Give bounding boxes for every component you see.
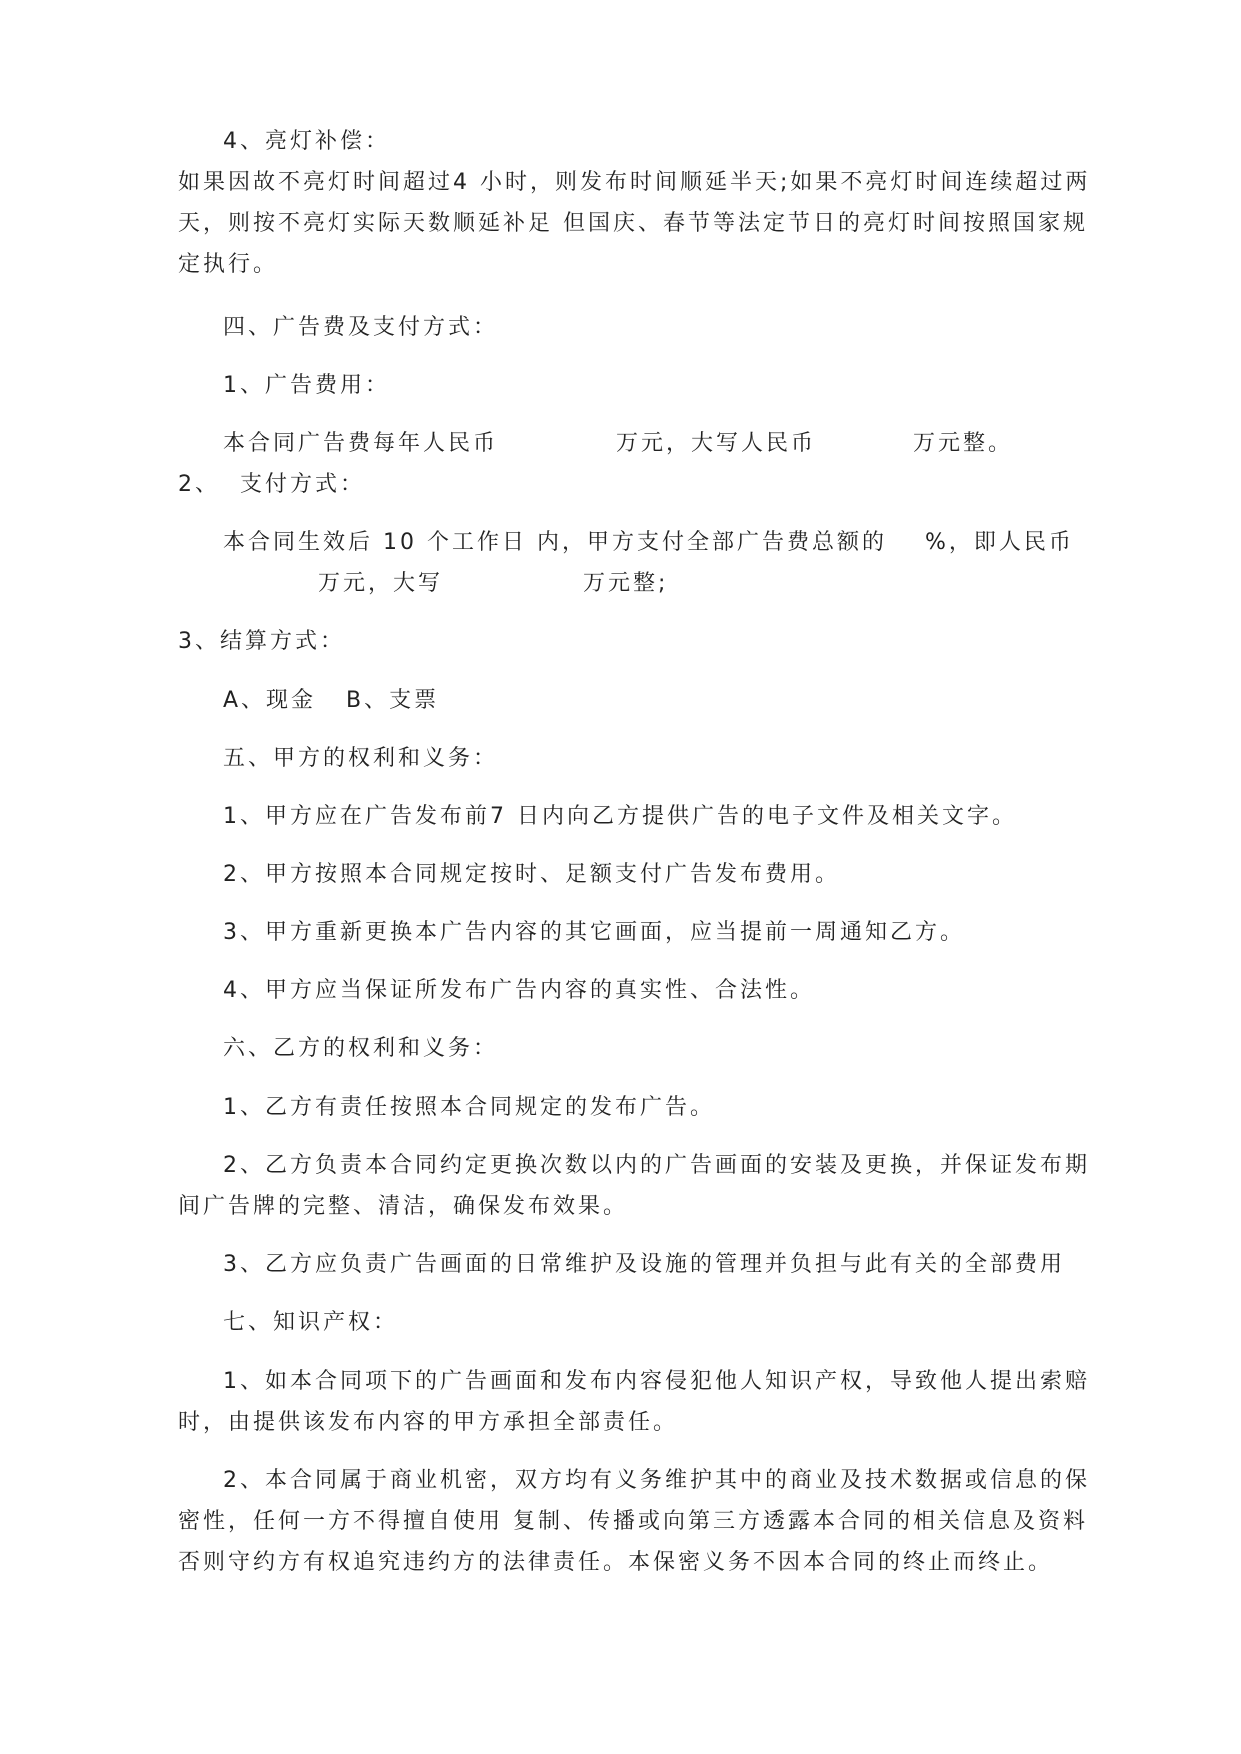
section-heading: 六、乙方的权利和义务：: [223, 1036, 499, 1061]
amount-label: 万元，大写: [318, 571, 444, 596]
text-line: 2、甲方按照本合同规定按时、足额支付广告发布费用。: [223, 862, 840, 887]
text-line: 3、甲方重新更换本广告内容的其它画面，应当提前一周通知乙方。: [223, 920, 965, 945]
percent-label: %，即人民币: [924, 530, 1074, 555]
text-line: 2、乙方负责本合同约定更换次数以内的广告画面的安装及更换，并保证发布期: [223, 1153, 1090, 1178]
text-line: 3、结算方式：: [178, 629, 345, 654]
text-line: 1、甲方应在广告发布前7 日内向乙方提供广告的电子文件及相关文字。: [223, 804, 1017, 829]
fee-end-label: 万元整。: [913, 431, 1014, 456]
payment-label: 本合同生效后 10 个工作日 内，甲方支付全部广告费总额的: [223, 530, 887, 555]
text-line: 否则守约方有权追究违约方的法律责任。本保密义务不因本合同的终止而终止。: [178, 1550, 1054, 1575]
text-line: 4、甲方应当保证所发布广告内容的真实性、合法性。: [223, 978, 815, 1003]
text-line: A、现金 B、支票: [223, 688, 440, 713]
text-line: 定执行。: [178, 252, 279, 277]
fee-capital-label: 万元，大写人民币: [616, 431, 817, 456]
text-line: 2、 支付方式：: [178, 472, 365, 497]
section-heading: 四、广告费及支付方式：: [223, 315, 499, 340]
text-line: 如果因故不亮灯时间超过4 小时，则发布时间顺延半天;如果不亮灯时间连续超过两: [178, 170, 1091, 195]
amount-end-label: 万元整;: [583, 571, 669, 596]
text-line: 2、本合同属于商业机密，双方均有义务维护其中的商业及技术数据或信息的保: [223, 1468, 1090, 1493]
section-heading: 五、甲方的权利和义务：: [223, 746, 499, 771]
fee-label: 本合同广告费每年人民币: [223, 431, 499, 456]
text-line: 3、乙方应负责广告画面的日常维护及设施的管理并负担与此有关的全部费用: [223, 1252, 1065, 1277]
text-line: 密性，任何一方不得擅自使用 复制、传播或向第三方透露本合同的相关信息及资料: [178, 1509, 1088, 1534]
text-line: 1、如本合同项下的广告画面和发布内容侵犯他人知识产权，导致他人提出索赔: [223, 1369, 1090, 1394]
text-line: 天，则按不亮灯实际天数顺延补足 但国庆、春节等法定节日的亮灯时间按照国家规: [178, 211, 1088, 236]
text-line: [318, 569, 668, 599]
text-line: 间广告牌的完整、清洁，确保发布效果。: [178, 1194, 629, 1219]
text-line: 1、乙方有责任按照本合同规定的发布广告。: [223, 1095, 715, 1120]
text-line: [223, 528, 1074, 558]
text-line: 时，由提供该发布内容的甲方承担全部责任。: [178, 1410, 679, 1435]
text-line: 4、亮灯补偿：: [223, 129, 390, 154]
section-heading: 七、知识产权：: [223, 1310, 399, 1335]
text-line: 1、广告费用：: [223, 373, 390, 398]
text-line: [223, 429, 1013, 459]
